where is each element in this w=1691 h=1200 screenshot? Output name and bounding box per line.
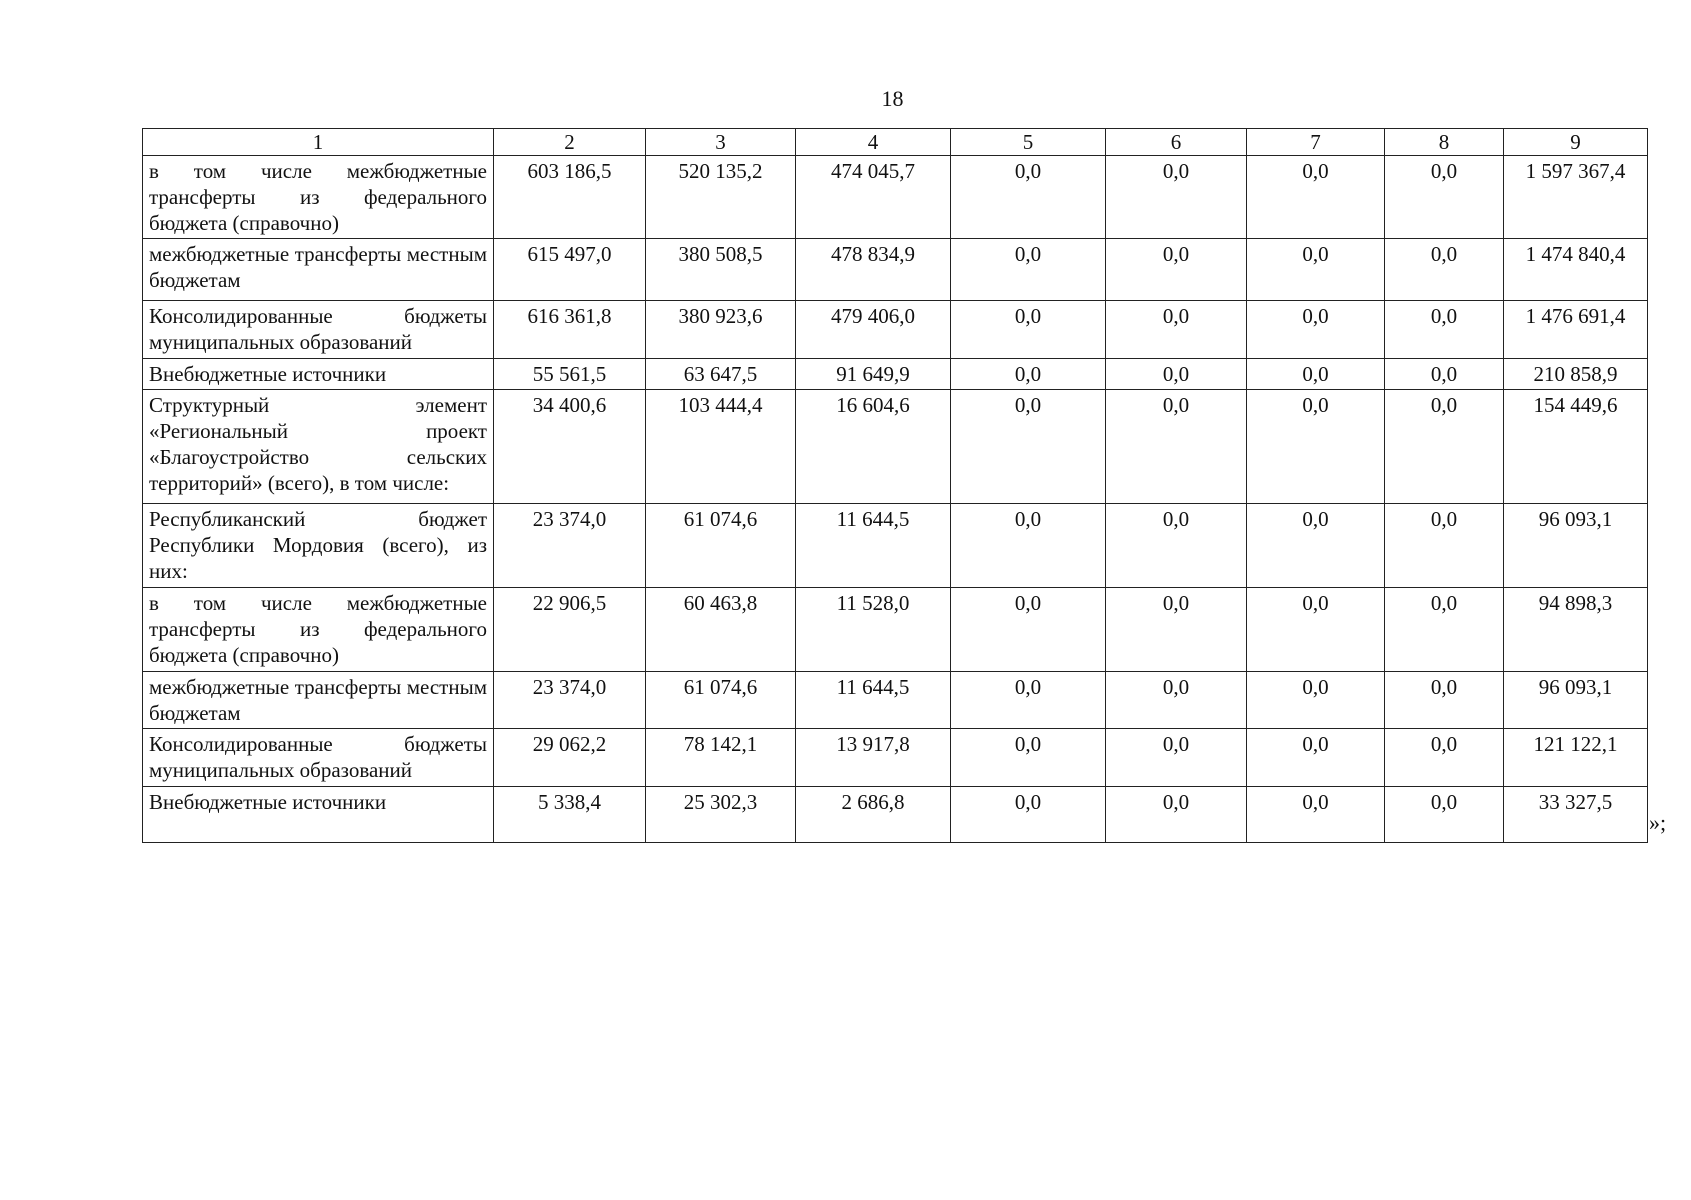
table-cell: 103 444,4 — [646, 390, 796, 504]
table-cell: 33 327,5 — [1504, 787, 1648, 843]
table-row — [143, 239, 1648, 301]
row-label: межбюджетные трансферты местным бюджетам — [143, 672, 494, 729]
table-cell: 0,0 — [951, 359, 1106, 390]
table-cell: 0,0 — [951, 729, 1106, 787]
table-cell: 0,0 — [1247, 672, 1385, 729]
table-cell: 0,0 — [1247, 390, 1385, 504]
row-label: Внебюджетные источники — [143, 359, 494, 390]
row-label: Консолидированные бюджеты муниципальных образований — [143, 729, 494, 787]
table-cell: 91 649,9 — [796, 359, 951, 390]
table-cell: 23 374,0 — [494, 504, 646, 588]
table-cell: 23 374,0 — [494, 672, 646, 729]
table-cell: 380 923,6 — [646, 301, 796, 359]
table-cell: 0,0 — [1247, 588, 1385, 672]
table-header-row — [143, 129, 1648, 156]
table-row — [143, 672, 1648, 729]
row-label: Республиканский бюджет Республики Мордовия (всего), из них: — [143, 504, 494, 588]
table-cell: 121 122,1 — [1504, 729, 1648, 787]
table-row — [143, 359, 1648, 390]
table-cell: 55 561,5 — [494, 359, 646, 390]
row-label: Структурный элемент «Региональный проект «Благоустройство сельских территорий» (всего), в том числе: — [143, 390, 494, 504]
row-label: межбюджетные трансферты местным бюджетам — [143, 239, 494, 301]
table-cell: 0,0 — [1106, 359, 1247, 390]
table-cell: 0,0 — [1385, 588, 1504, 672]
table-cell: 0,0 — [1385, 156, 1504, 239]
table-cell: 0,0 — [1385, 787, 1504, 843]
table-cell: 0,0 — [951, 301, 1106, 359]
table-cell: 0,0 — [1385, 390, 1504, 504]
table-cell: 16 604,6 — [796, 390, 951, 504]
budget-table — [142, 128, 1648, 843]
table-cell: 22 906,5 — [494, 588, 646, 672]
column-header: 6 — [1106, 129, 1247, 156]
row-label: в том числе межбюджетные трансферты из федерального бюджета (справочно) — [143, 588, 494, 672]
table-cell: 0,0 — [951, 156, 1106, 239]
table-cell: 1 474 840,4 — [1504, 239, 1648, 301]
table-cell: 603 186,5 — [494, 156, 646, 239]
table-row — [143, 156, 1648, 239]
table-cell: 0,0 — [951, 390, 1106, 504]
column-header: 8 — [1385, 129, 1504, 156]
table-cell: 0,0 — [1106, 729, 1247, 787]
table-cell: 0,0 — [1247, 156, 1385, 239]
table-cell: 94 898,3 — [1504, 588, 1648, 672]
table-cell: 0,0 — [951, 504, 1106, 588]
table-cell: 154 449,6 — [1504, 390, 1648, 504]
table-cell: 0,0 — [1106, 672, 1247, 729]
table-cell: 11 644,5 — [796, 504, 951, 588]
table-cell: 0,0 — [951, 588, 1106, 672]
table-cell: 11 644,5 — [796, 672, 951, 729]
closing-quote-mark: »; — [1649, 810, 1667, 835]
table-cell: 0,0 — [1385, 239, 1504, 301]
column-header: 1 — [143, 129, 494, 156]
table-cell: 29 062,2 — [494, 729, 646, 787]
table-cell: 34 400,6 — [494, 390, 646, 504]
page-number: 18 — [881, 86, 904, 111]
table-cell: 0,0 — [1106, 390, 1247, 504]
column-header: 2 — [494, 129, 646, 156]
table-cell: 96 093,1 — [1504, 504, 1648, 588]
table-cell: 0,0 — [1385, 729, 1504, 787]
table-row — [143, 787, 1648, 843]
table-cell: 616 361,8 — [494, 301, 646, 359]
table-cell: 479 406,0 — [796, 301, 951, 359]
table-cell: 0,0 — [1385, 301, 1504, 359]
table-cell: 0,0 — [1106, 156, 1247, 239]
table-cell: 60 463,8 — [646, 588, 796, 672]
table-cell: 0,0 — [1106, 588, 1247, 672]
table-row — [143, 588, 1648, 672]
table-cell: 0,0 — [1247, 729, 1385, 787]
table-cell: 5 338,4 — [494, 787, 646, 843]
table-cell: 13 917,8 — [796, 729, 951, 787]
table-cell: 474 045,7 — [796, 156, 951, 239]
row-label: в том числе межбюджетные трансферты из федерального бюджета (справочно) — [143, 156, 494, 239]
table-cell: 0,0 — [1106, 239, 1247, 301]
table-row — [143, 504, 1648, 588]
column-header: 9 — [1504, 129, 1648, 156]
row-label: Внебюджетные источники — [143, 787, 494, 843]
table-cell: 0,0 — [1247, 359, 1385, 390]
table-cell: 0,0 — [1385, 672, 1504, 729]
table-cell: 0,0 — [951, 787, 1106, 843]
table-cell: 0,0 — [1247, 301, 1385, 359]
table-cell: 1 476 691,4 — [1504, 301, 1648, 359]
table-cell: 0,0 — [1247, 787, 1385, 843]
column-header: 5 — [951, 129, 1106, 156]
table-cell: 0,0 — [1106, 301, 1247, 359]
table-cell: 25 302,3 — [646, 787, 796, 843]
column-header: 3 — [646, 129, 796, 156]
row-label: Консолидированные бюджеты муниципальных образований — [143, 301, 494, 359]
table-cell: 210 858,9 — [1504, 359, 1648, 390]
table-cell: 11 528,0 — [796, 588, 951, 672]
table-cell: 0,0 — [1385, 359, 1504, 390]
table-cell: 0,0 — [1106, 787, 1247, 843]
table-cell: 0,0 — [951, 672, 1106, 729]
table-cell: 61 074,6 — [646, 672, 796, 729]
table-row — [143, 390, 1648, 504]
table-cell: 0,0 — [1247, 239, 1385, 301]
table-cell: 78 142,1 — [646, 729, 796, 787]
table-cell: 0,0 — [1106, 504, 1247, 588]
table-cell: 0,0 — [951, 239, 1106, 301]
column-header: 4 — [796, 129, 951, 156]
table-cell: 478 834,9 — [796, 239, 951, 301]
table-cell: 96 093,1 — [1504, 672, 1648, 729]
table-cell: 61 074,6 — [646, 504, 796, 588]
table-cell: 63 647,5 — [646, 359, 796, 390]
column-header: 7 — [1247, 129, 1385, 156]
table-cell: 0,0 — [1247, 504, 1385, 588]
table-cell: 520 135,2 — [646, 156, 796, 239]
table-row — [143, 301, 1648, 359]
table-cell: 0,0 — [1385, 504, 1504, 588]
table-cell: 615 497,0 — [494, 239, 646, 301]
table-row — [143, 729, 1648, 787]
table-cell: 1 597 367,4 — [1504, 156, 1648, 239]
table-cell: 380 508,5 — [646, 239, 796, 301]
table-cell: 2 686,8 — [796, 787, 951, 843]
